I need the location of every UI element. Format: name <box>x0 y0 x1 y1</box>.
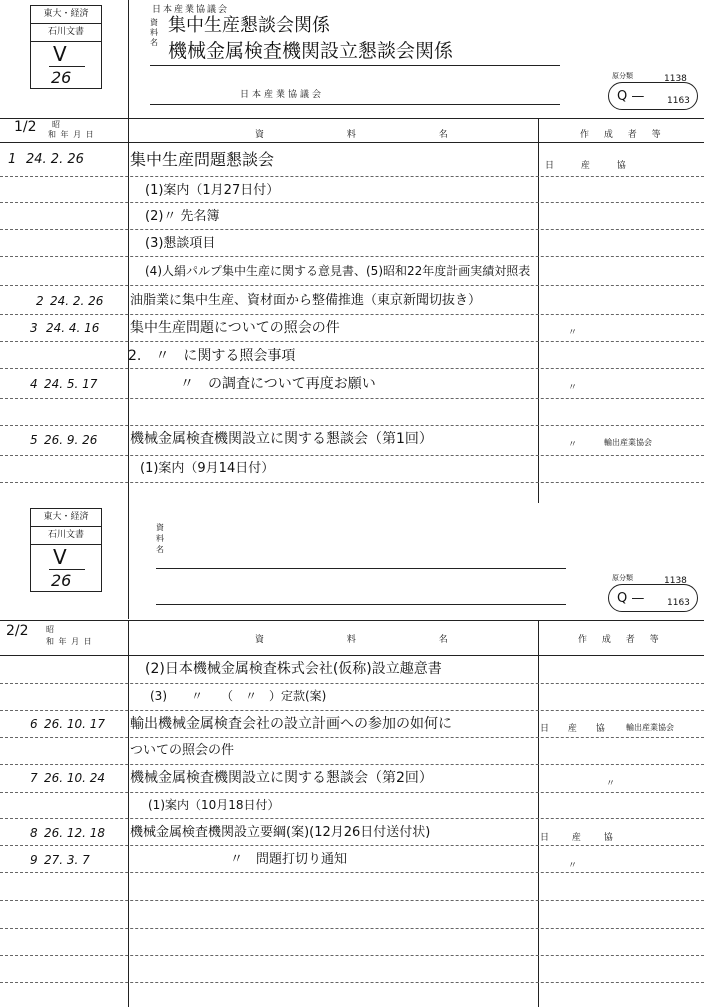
row-text: 集中生産問題についての照会の件 <box>130 320 340 336</box>
row-text: 2. 〃 に関する照会事項 <box>128 348 296 364</box>
row-no: 8 <box>30 826 38 840</box>
class-range-top: 1138 <box>664 74 687 84</box>
row-creator-2: 輸出産業協会 <box>626 723 674 732</box>
row-creator-2: 輸出産業協会 <box>604 438 652 447</box>
col-creator: 作 成 者 等 <box>578 635 665 645</box>
class-range-bottom: 1163 <box>667 96 690 106</box>
row-text: 〃 問題打切り通知 <box>230 852 348 867</box>
row-creator: 〃 <box>568 328 578 338</box>
row-date: 24. 2. 26 <box>26 152 84 167</box>
archive-org: 東大・経済 <box>31 6 101 24</box>
archive-org: 東大・経済 <box>31 509 101 527</box>
row-no: 1 <box>8 152 17 167</box>
row-text: (1)案内（1月27日付） <box>145 183 280 198</box>
row-text: (1)案内（9月14日付） <box>140 461 275 476</box>
class-code: Q — <box>617 89 645 104</box>
row-creator: 日 産 協 <box>540 833 623 843</box>
col-name: 資 料 名 <box>255 635 488 645</box>
row-text: (2)〃 先名簿 <box>145 209 220 224</box>
archive-collection: 石川文書 <box>31 527 101 545</box>
title-line-2: 機械金属検査機関設立懇談会関係 <box>168 40 454 62</box>
row-creator: 日 産 協 <box>540 724 613 734</box>
col-name: 資 料 名 <box>255 130 488 140</box>
row-text: 機械金属検査機関設立要綱(案)(12月26日付送付状) <box>130 825 431 840</box>
col-date: 和 年 月 日 <box>48 130 95 139</box>
row-date: 24. 5. 17 <box>44 377 98 391</box>
row-date: 26. 10. 24 <box>44 771 106 785</box>
shiryo-mark: 資料名 <box>156 523 164 554</box>
title-line-1: 集中生産懇談会関係 <box>168 15 330 36</box>
org-top: 日本産業協議会 <box>152 5 230 15</box>
row-creator: 〃 <box>568 440 578 450</box>
volume-number: 26 <box>51 571 72 590</box>
row-text: (4)人絹パルプ集中生産に関する意見書、(5)昭和22年度計画実績対照表 <box>145 264 531 278</box>
row-creator: 〃 <box>568 383 578 393</box>
archive-collection: 石川文書 <box>31 24 101 42</box>
row-date: 27. 3. 7 <box>44 853 90 867</box>
author: 日本産業協議会 <box>240 90 325 100</box>
row-no: 6 <box>30 717 38 731</box>
class-range-bottom: 1163 <box>667 598 690 608</box>
class-label: 原分類 <box>612 574 633 582</box>
col-sho: 昭 <box>46 625 54 634</box>
row-date: 26. 10. 17 <box>44 717 106 731</box>
row-no: 2 <box>36 294 44 308</box>
volume-letter: V <box>53 545 67 569</box>
class-range-top: 1138 <box>664 576 687 586</box>
row-text: 〃 の調査について再度お願い <box>180 376 376 392</box>
archive-stamp <box>30 508 102 592</box>
row-creator: 〃 <box>606 779 616 789</box>
volume-number: 26 <box>51 68 72 87</box>
col-creator: 作 成 者 等 <box>580 130 667 140</box>
page-mark: 1/2 <box>14 119 37 135</box>
row-no: 9 <box>30 853 38 867</box>
class-label: 原分類 <box>612 72 633 80</box>
row-text: 機械金属検査機関設立に関する懇談会（第2回） <box>130 770 433 786</box>
row-text: 機械金属検査機関設立に関する懇談会（第1回） <box>130 431 433 447</box>
row-text: (2)日本機械金属検査株式会社(仮称)設立趣意書 <box>145 661 442 677</box>
volume-letter: V <box>53 42 67 66</box>
row-text: 輸出機械金属検査会社の設立計画への参加の如何に <box>130 716 452 732</box>
class-code: Q — <box>617 591 645 606</box>
page-mark: 2/2 <box>6 623 29 639</box>
row-creator: 日 産 協 <box>545 161 638 171</box>
row-no: 7 <box>30 771 38 785</box>
row-creator: 〃 <box>568 861 578 871</box>
shiryo-mark: 資料名 <box>150 18 158 47</box>
row-no: 5 <box>30 433 38 447</box>
row-date: 24. 2. 26 <box>50 294 104 308</box>
row-text: 油脂業に集中生産、資材面から整備推進（東京新聞切抜き） <box>130 293 482 308</box>
col-date: 和 年 月 日 <box>46 637 93 646</box>
col-sho: 昭 <box>52 120 60 129</box>
row-text: (1)案内（10月18日付） <box>148 798 280 812</box>
row-text: 集中生産問題懇談会 <box>130 150 275 169</box>
row-text: ついての照会の件 <box>130 743 235 758</box>
row-text: (3)懇談項目 <box>145 236 216 251</box>
archive-stamp <box>30 5 102 89</box>
row-text: (3) 〃 （ 〃 ）定款(案) <box>150 689 327 703</box>
row-date: 26. 12. 18 <box>44 826 106 840</box>
row-no: 4 <box>30 377 38 391</box>
row-no: 3 <box>30 321 38 335</box>
row-date: 26. 9. 26 <box>44 433 98 447</box>
row-date: 24. 4. 16 <box>46 321 100 335</box>
